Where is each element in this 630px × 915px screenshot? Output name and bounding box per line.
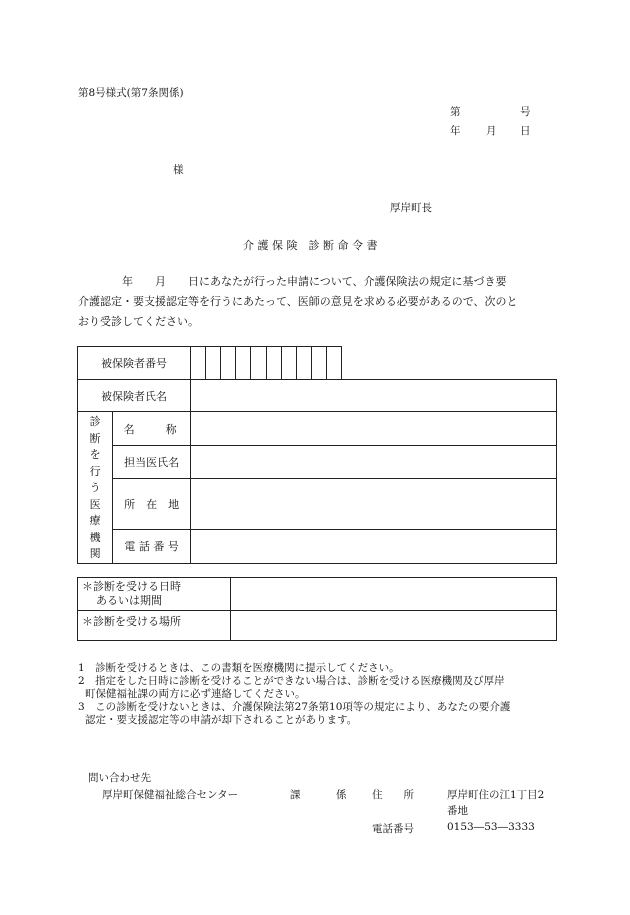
contact-kakari: 係 <box>336 789 347 801</box>
facility-address-field[interactable] <box>190 478 556 530</box>
addressee-honorific: 様 <box>173 164 184 176</box>
contact-address-label: 住 所 <box>372 789 414 801</box>
note-item: 3 この診断を受けないときは、介護保険法第27条第10項等の規定により、あなたの要介護 <box>78 701 511 713</box>
body-paragraph <box>78 272 563 332</box>
contact-ka: 課 <box>290 789 301 801</box>
insured-number-blank <box>342 347 557 380</box>
body-line-1: 年 月 日にあなたが行った申請について、介護保険法の規定に基づき要 <box>78 275 507 288</box>
insured-name-label: 被保険者氏名 <box>78 380 191 412</box>
note-item: 1 診断を受けるときは、この書類を医療機関に提示してください。 <box>78 662 400 674</box>
appointment-place-field[interactable] <box>230 611 556 641</box>
facility-phone-field[interactable] <box>190 530 556 563</box>
appointment-datetime-field[interactable] <box>230 578 556 611</box>
appointment-place-label: ＊診断を受ける場所 <box>78 611 231 641</box>
date-month: 月 <box>486 125 497 137</box>
contact-address-line1: 厚岸町住の江1丁目2 <box>447 789 545 801</box>
doc-number-prefix: 第 <box>450 106 461 118</box>
note-item: 2 指定をした日時に診断を受けることができない場合は、診断を受ける医療機関及び厚岸 <box>78 675 505 687</box>
insured-number-digit-cell[interactable] <box>327 347 342 380</box>
contact-phone: 0153―53―3333 <box>447 821 535 833</box>
insured-number-digit-cell[interactable] <box>266 347 281 380</box>
doc-number-suffix: 号 <box>520 106 531 118</box>
form-number: 第8号様式(第7条関係) <box>78 87 184 99</box>
insured-number-digit-cell[interactable] <box>311 347 326 380</box>
date-day: 日 <box>520 125 531 137</box>
insured-number-digit-cell[interactable] <box>251 347 266 380</box>
note-item: 町保健福祉課の両方に必ず連絡してください。 <box>85 688 306 700</box>
insured-number-digit-cell[interactable] <box>221 347 236 380</box>
contact-phone-label: 電話番号 <box>372 823 414 835</box>
insured-number-digit-cell[interactable] <box>206 347 221 380</box>
facility-phone-label: 電 話 番 号 <box>113 530 191 563</box>
note-item: 認定・要支援認定等の申請が却下されることがあります。 <box>85 714 358 726</box>
insured-number-digit-cell[interactable] <box>190 347 205 380</box>
facility-address-label: 所 在 地 <box>113 478 191 530</box>
doctor-name-field[interactable] <box>190 446 556 479</box>
contact-address-line2: 番地 <box>447 805 468 817</box>
appointment-datetime-label: ＊診断を受ける日時 あるいは期間 <box>78 578 231 611</box>
contact-heading: 問い合わせ先 <box>88 772 151 784</box>
date-year: 年 <box>450 125 461 137</box>
facility-name-label: 名 称 <box>113 412 191 446</box>
doctor-name-label: 担当医氏名 <box>113 446 191 479</box>
facility-name-field[interactable] <box>190 412 556 446</box>
document-title: 介 護 保 険 診 断 命 令 書 <box>243 239 378 252</box>
insured-number-digit-cell[interactable] <box>236 347 251 380</box>
insured-number-digit-cell[interactable] <box>296 347 311 380</box>
contact-org: 厚岸町保健福祉総合センター <box>102 789 239 801</box>
body-line-2: 介護認定・要支援認定等を行うにあたって、医師の意見を求める必要があるので、次のと <box>78 295 518 308</box>
appointment-table <box>77 577 557 641</box>
issuer-name: 厚岸町長 <box>390 202 432 214</box>
insured-number-label: 被保険者番号 <box>78 347 191 380</box>
insured-number-digit-cell[interactable] <box>281 347 296 380</box>
insured-info-table <box>77 346 557 564</box>
notes-section <box>78 662 568 727</box>
body-line-3: おり受診してください。 <box>78 315 199 328</box>
insured-name-field[interactable] <box>190 380 556 412</box>
medical-facility-group-label: 診 断 を 行 う 医 療 機 関 <box>78 412 113 564</box>
